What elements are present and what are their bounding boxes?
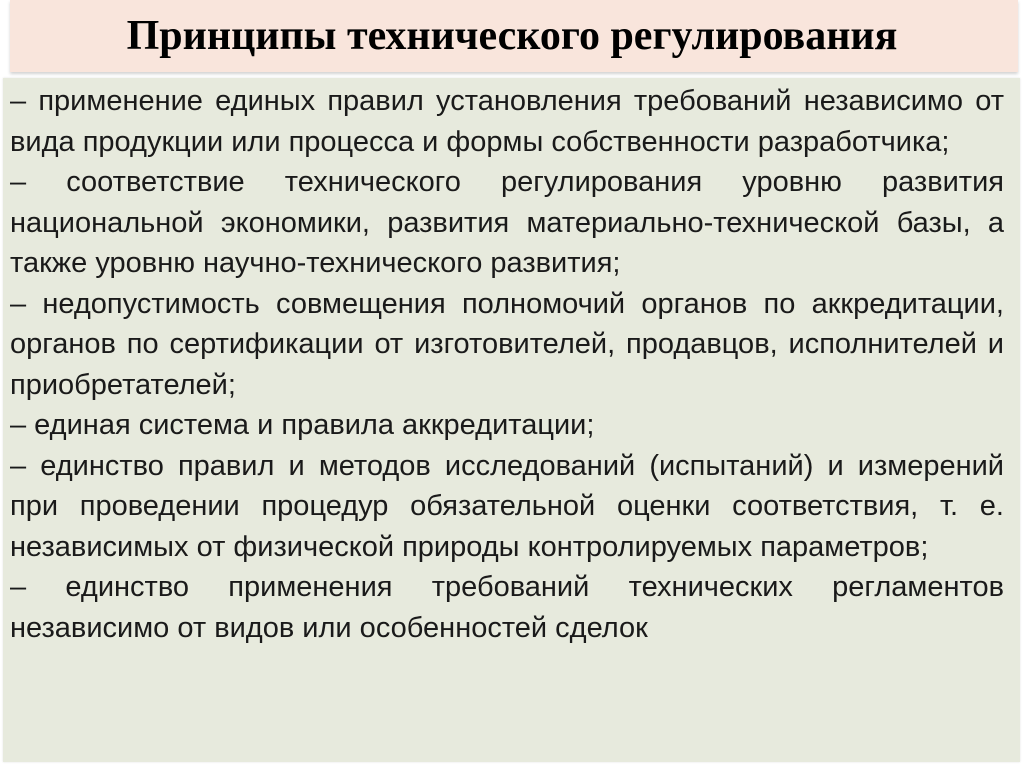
principle-item-4: – единая система и правила аккредитации; (10, 409, 595, 441)
principle-item-6: – единство применения требований технических регламентов независимо от видов или особенностей сделок (10, 571, 1004, 644)
principle-item-3: – недопустимость совмещения полномочий органов по аккредитации, органов по сертификации от изготовителей, продавцов, исполнителей и приобретателей; (10, 287, 1004, 401)
principle-item-5: – единство правил и методов исследований (испытаний) и измерений при проведении процедур обязательной оценки соответствия, т. е. независимых от физической природы контролируемых параметров; (10, 449, 1004, 563)
principle-item-1: – применение единых правил установления требований независимо от вида продукции или процесса и формы собственности разработчика; (10, 85, 1004, 158)
principle-item-2: – соответствие технического регулирования уровню развития национальной экономики, развития материально-технической базы, а также уровню научно-технического развития; (10, 166, 1004, 279)
principles-list (10, 81, 1004, 648)
slide-title: Принципы технического регулирования (126, 13, 898, 59)
